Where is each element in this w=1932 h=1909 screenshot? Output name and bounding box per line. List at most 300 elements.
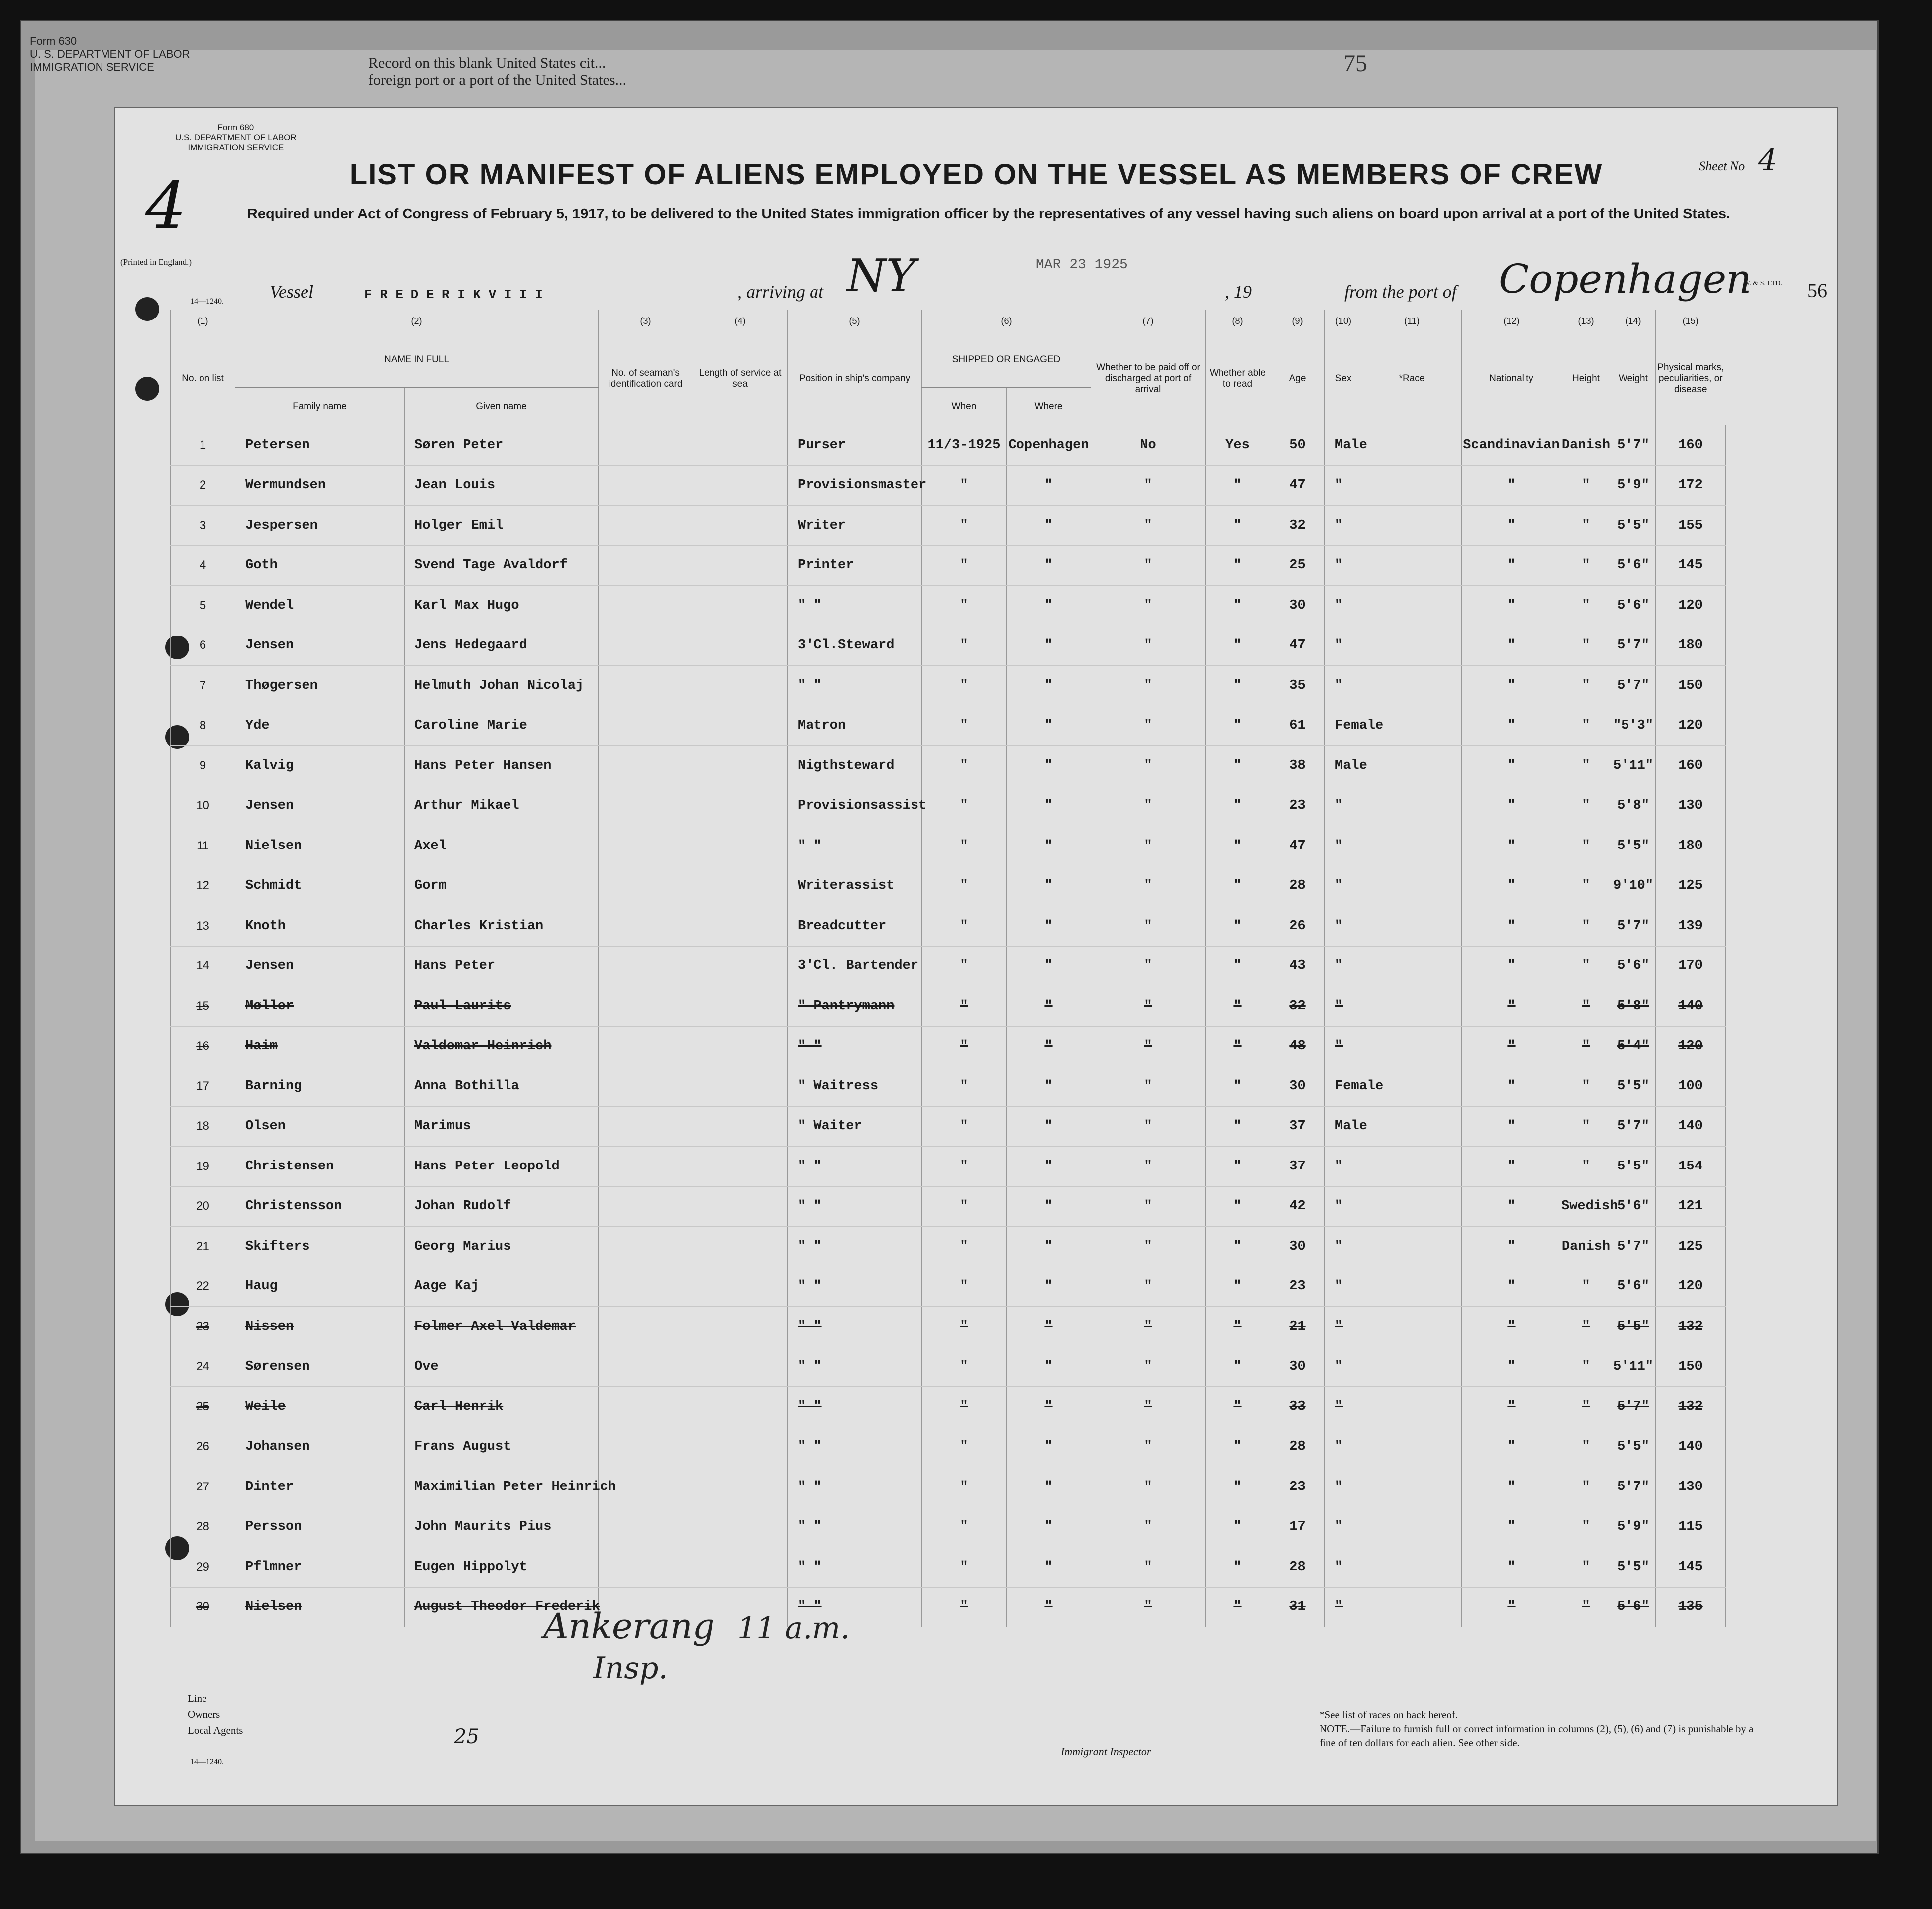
paid-off-cell: "	[1091, 1427, 1206, 1467]
col-num: (14)	[1611, 310, 1656, 332]
sex-cell: Male	[1325, 425, 1462, 466]
where-cell: "	[1007, 786, 1091, 826]
given-name-cell: Georg Marius	[405, 1227, 599, 1267]
paid-off-cell: "	[1091, 1387, 1206, 1427]
given-name-cell: Hans Peter	[405, 946, 599, 986]
sex-cell: Female	[1325, 1066, 1462, 1107]
id-card-cell	[599, 465, 693, 506]
sex-cell: Male	[1325, 746, 1462, 786]
id-card-cell	[599, 786, 693, 826]
family-name-cell: Goth	[235, 545, 405, 586]
height-cell: 5'6"	[1611, 586, 1656, 626]
id-card-cell	[599, 1227, 693, 1267]
page-title: LIST OR MANIFEST OF ALIENS EMPLOYED ON THE VESSEL AS MEMBERS OF CREW	[349, 158, 1603, 191]
able-read-cell: "	[1206, 1307, 1270, 1347]
row-number-cell: 3	[171, 506, 235, 546]
position-cell: " "	[788, 586, 922, 626]
id-card-cell	[599, 706, 693, 746]
table-row	[171, 1587, 1726, 1627]
sex-cell: "	[1325, 1026, 1462, 1066]
where-cell: "	[1007, 626, 1091, 666]
weight-cell: 180	[1656, 626, 1726, 666]
age-cell: 17	[1270, 1507, 1325, 1547]
id-card-cell	[599, 906, 693, 947]
race-cell: "	[1462, 906, 1561, 947]
paid-off-cell: "	[1091, 986, 1206, 1027]
race-cell: "	[1462, 1547, 1561, 1588]
table-row	[171, 1026, 1726, 1066]
sex-cell: "	[1325, 626, 1462, 666]
able-read-cell: "	[1206, 706, 1270, 746]
race-cell: "	[1462, 1387, 1561, 1427]
race-cell: "	[1462, 666, 1561, 706]
page-subtitle: Required under Act of Congress of February 5, 1917, to be delivered to the United States immigration officer by the representatives of any vessel having such aliens on board upon arrival at a port of the United States.	[247, 206, 1730, 222]
position-cell: " "	[788, 1186, 922, 1227]
header-shipped: SHIPPED OR ENGAGED	[922, 332, 1091, 388]
family-name-cell: Jensen	[235, 626, 405, 666]
sex-cell: "	[1325, 1427, 1462, 1467]
race-cell: Scandinavian	[1462, 425, 1561, 466]
paid-off-cell: "	[1091, 586, 1206, 626]
row-number-cell: 4	[171, 545, 235, 586]
table-row	[171, 1427, 1726, 1467]
paid-off-cell: "	[1091, 826, 1206, 866]
age-cell: 23	[1270, 1467, 1325, 1507]
where-cell: "	[1007, 1227, 1091, 1267]
race-cell: "	[1462, 1026, 1561, 1066]
when-cell: "	[922, 1066, 1007, 1107]
sex-cell: "	[1325, 1467, 1462, 1507]
height-cell: 5'9"	[1611, 465, 1656, 506]
given-name-cell: Maximilian Peter Heinrich	[405, 1467, 599, 1507]
nationality-cell: "	[1561, 706, 1611, 746]
when-cell: "	[922, 1347, 1007, 1387]
where-cell: "	[1007, 986, 1091, 1027]
footer-note	[1320, 1708, 1767, 1750]
paid-off-cell: "	[1091, 706, 1206, 746]
col-num: (4)	[693, 310, 788, 332]
age-cell: 30	[1270, 586, 1325, 626]
race-cell: "	[1462, 545, 1561, 586]
nationality-cell: "	[1561, 626, 1611, 666]
given-name-cell: Jens Hedegaard	[405, 626, 599, 666]
nationality-cell: "	[1561, 1347, 1611, 1387]
position-cell: " Waiter	[788, 1106, 922, 1147]
length-service-cell	[693, 545, 788, 586]
paid-off-cell: "	[1091, 866, 1206, 906]
page-number: 56	[1807, 279, 1827, 302]
age-cell: 32	[1270, 506, 1325, 546]
header-nationality: Nationality	[1462, 332, 1561, 425]
position-cell: " "	[788, 1507, 922, 1547]
id-card-cell	[599, 1547, 693, 1588]
sex-cell: "	[1325, 986, 1462, 1027]
paid-off-cell: "	[1091, 1106, 1206, 1147]
where-cell: "	[1007, 1587, 1091, 1627]
where-cell: "	[1007, 1387, 1091, 1427]
paid-off-cell: "	[1091, 1307, 1206, 1347]
nationality-cell: "	[1561, 1387, 1611, 1427]
row-number-cell: 12	[171, 866, 235, 906]
header-age: Age	[1270, 332, 1325, 425]
table-row	[171, 1147, 1726, 1187]
id-card-cell	[599, 1307, 693, 1347]
id-card-cell	[599, 1427, 693, 1467]
where-cell: "	[1007, 1347, 1091, 1387]
position-cell: " "	[788, 1467, 922, 1507]
given-name-cell: Marimus	[405, 1106, 599, 1147]
length-service-cell	[693, 1026, 788, 1066]
position-cell: " "	[788, 826, 922, 866]
table-row	[171, 626, 1726, 666]
able-read-cell: "	[1206, 1587, 1270, 1627]
sex-cell: "	[1325, 666, 1462, 706]
row-number-cell: 25	[171, 1387, 235, 1427]
id-card-cell	[599, 1066, 693, 1107]
col-num: (10)	[1325, 310, 1362, 332]
nationality-cell: "	[1561, 1307, 1611, 1347]
height-cell: 5'6"	[1611, 1186, 1656, 1227]
given-name-cell: Arthur Mikael	[405, 786, 599, 826]
nationality-cell: "	[1561, 1026, 1611, 1066]
able-read-cell: "	[1206, 586, 1270, 626]
nationality-cell: Danish	[1561, 1227, 1611, 1267]
position-cell: " "	[788, 666, 922, 706]
weight-cell: 132	[1656, 1387, 1726, 1427]
height-cell: 5'7"	[1611, 1227, 1656, 1267]
sex-cell: "	[1325, 465, 1462, 506]
position-cell: " "	[788, 1347, 922, 1387]
nationality-cell: "	[1561, 545, 1611, 586]
header-given-name: Given name	[405, 388, 599, 425]
age-cell: 47	[1270, 626, 1325, 666]
nationality-cell: "	[1561, 866, 1611, 906]
col-num: (5)	[788, 310, 922, 332]
nationality-cell: "	[1561, 786, 1611, 826]
where-cell: "	[1007, 1467, 1091, 1507]
sex-cell: "	[1325, 506, 1462, 546]
table-row	[171, 586, 1726, 626]
height-cell: 5'5"	[1611, 1427, 1656, 1467]
sex-cell: Female	[1325, 706, 1462, 746]
length-service-cell	[693, 746, 788, 786]
when-cell: "	[922, 1186, 1007, 1227]
length-service-cell	[693, 946, 788, 986]
when-cell: "	[922, 1387, 1007, 1427]
footer-owners: Owners	[188, 1708, 220, 1720]
form-code: 14—1240.	[190, 297, 224, 306]
when-cell: "	[922, 1106, 1007, 1147]
weight-cell: 160	[1656, 425, 1726, 466]
when-cell: "	[922, 746, 1007, 786]
given-name-cell: August Theodor Frederik	[405, 1587, 599, 1627]
nationality-cell: "	[1561, 1467, 1611, 1507]
table-row	[171, 465, 1726, 506]
paid-off-cell: "	[1091, 545, 1206, 586]
family-name-cell: Pflmner	[235, 1547, 405, 1588]
when-cell: "	[922, 1427, 1007, 1467]
age-cell: 42	[1270, 1186, 1325, 1227]
where-cell: "	[1007, 826, 1091, 866]
weight-cell: 140	[1656, 1106, 1726, 1147]
table-row	[171, 1387, 1726, 1427]
position-cell: " Pantrymann	[788, 986, 922, 1027]
paid-off-cell: "	[1091, 1267, 1206, 1307]
when-cell: 11/3-1925	[922, 425, 1007, 466]
department: U.S. DEPARTMENT OF LABOR	[175, 133, 297, 142]
given-name-cell: Gorm	[405, 866, 599, 906]
family-name-cell: Knoth	[235, 906, 405, 947]
able-read-cell: "	[1206, 1066, 1270, 1107]
when-cell: "	[922, 626, 1007, 666]
when-cell: "	[922, 1587, 1007, 1627]
age-cell: 50	[1270, 425, 1325, 466]
position-cell: " Waitress	[788, 1066, 922, 1107]
age-cell: 28	[1270, 1427, 1325, 1467]
family-name-cell: Dinter	[235, 1467, 405, 1507]
race-cell: "	[1462, 1587, 1561, 1627]
header-name-in-full: NAME IN FULL	[235, 332, 599, 388]
length-service-cell	[693, 506, 788, 546]
given-name-cell: Carl Henrik	[405, 1387, 599, 1427]
family-name-cell: Sørensen	[235, 1347, 405, 1387]
col-num: (6)	[922, 310, 1091, 332]
family-name-cell: Johansen	[235, 1427, 405, 1467]
col-num: (13)	[1561, 310, 1611, 332]
row-number-cell: 22	[171, 1267, 235, 1307]
age-cell: 30	[1270, 1347, 1325, 1387]
header-weight: Weight	[1611, 332, 1656, 425]
id-card-cell	[599, 866, 693, 906]
col-num: (1)	[171, 310, 235, 332]
family-name-cell: Yde	[235, 706, 405, 746]
race-cell: "	[1462, 746, 1561, 786]
height-cell: "5'3"	[1611, 706, 1656, 746]
race-cell: "	[1462, 786, 1561, 826]
nationality-cell: "	[1561, 1106, 1611, 1147]
col-num: (11)	[1362, 310, 1462, 332]
row-number-cell: 2	[171, 465, 235, 506]
row-number-cell: 16	[171, 1026, 235, 1066]
race-cell: "	[1462, 626, 1561, 666]
age-cell: 47	[1270, 465, 1325, 506]
manifest-rows	[171, 425, 1726, 1627]
id-card-cell	[599, 1106, 693, 1147]
length-service-cell	[693, 706, 788, 746]
punch-hole	[135, 377, 159, 401]
handwritten-number: 4	[145, 168, 187, 243]
paid-off-cell: No	[1091, 425, 1206, 466]
when-cell: "	[922, 1547, 1007, 1588]
sex-cell: "	[1325, 1587, 1462, 1627]
position-cell: " "	[788, 1147, 922, 1187]
id-card-cell	[599, 1507, 693, 1547]
id-card-cell	[599, 626, 693, 666]
from-label: from the port of	[1344, 282, 1457, 302]
paid-off-cell: "	[1091, 1186, 1206, 1227]
paid-off-cell: "	[1091, 465, 1206, 506]
sex-cell: "	[1325, 1507, 1462, 1547]
id-card-cell	[599, 545, 693, 586]
position-cell: " "	[788, 1547, 922, 1588]
row-number-cell: 29	[171, 1547, 235, 1588]
able-read-cell: Yes	[1206, 425, 1270, 466]
id-card-cell	[599, 1026, 693, 1066]
nationality-cell: "	[1561, 1427, 1611, 1467]
sex-cell: "	[1325, 545, 1462, 586]
weight-cell: 135	[1656, 1587, 1726, 1627]
able-read-cell: "	[1206, 866, 1270, 906]
handwritten-note: 11 a.m.	[737, 1611, 850, 1646]
paid-off-cell: "	[1091, 1507, 1206, 1547]
table-row	[171, 866, 1726, 906]
table-row	[171, 906, 1726, 947]
race-cell: "	[1462, 1267, 1561, 1307]
given-name-cell: Helmuth Johan Nicolaj	[405, 666, 599, 706]
able-read-cell: "	[1206, 1547, 1270, 1588]
length-service-cell	[693, 1106, 788, 1147]
position-cell: " "	[788, 1587, 922, 1627]
row-number-cell: 21	[171, 1227, 235, 1267]
where-cell: Copenhagen	[1007, 425, 1091, 466]
sex-cell: "	[1325, 786, 1462, 826]
when-cell: "	[922, 1227, 1007, 1267]
weight-cell: 155	[1656, 506, 1726, 546]
family-name-cell: Christensson	[235, 1186, 405, 1227]
given-name-cell: Frans August	[405, 1427, 599, 1467]
nationality-cell: "	[1561, 1066, 1611, 1107]
length-service-cell	[693, 1066, 788, 1107]
when-cell: "	[922, 586, 1007, 626]
when-cell: "	[922, 465, 1007, 506]
header-no-on-list: No. on list	[171, 332, 235, 425]
able-read-cell: "	[1206, 786, 1270, 826]
stamp-code: W. & S. LTD.	[1743, 280, 1782, 287]
able-read-cell: "	[1206, 1467, 1270, 1507]
height-cell: 5'5"	[1611, 506, 1656, 546]
age-cell: 23	[1270, 786, 1325, 826]
table-row	[171, 1066, 1726, 1107]
sex-cell: "	[1325, 1307, 1462, 1347]
race-cell: "	[1462, 706, 1561, 746]
background-note: Record on this blank United States cit... foreign port or a port of the United States...	[368, 55, 627, 88]
length-service-cell	[693, 786, 788, 826]
paid-off-cell: "	[1091, 1547, 1206, 1588]
age-cell: 28	[1270, 866, 1325, 906]
row-number-cell: 28	[171, 1507, 235, 1547]
weight-cell: 145	[1656, 545, 1726, 586]
height-cell: 5'7"	[1611, 1106, 1656, 1147]
row-number-cell: 19	[171, 1147, 235, 1187]
race-cell: "	[1462, 826, 1561, 866]
nationality-cell: "	[1561, 506, 1611, 546]
weight-cell: 100	[1656, 1066, 1726, 1107]
family-name-cell: Jensen	[235, 946, 405, 986]
length-service-cell	[693, 906, 788, 947]
length-service-cell	[693, 1507, 788, 1547]
position-cell: Purser	[788, 425, 922, 466]
height-cell: 5'6"	[1611, 1587, 1656, 1627]
service: IMMIGRATION SERVICE	[188, 143, 284, 152]
given-name-cell: Caroline Marie	[405, 706, 599, 746]
sex-cell: Male	[1325, 1106, 1462, 1147]
weight-cell: 120	[1656, 1026, 1726, 1066]
height-cell: 5'7"	[1611, 626, 1656, 666]
row-number-cell: 13	[171, 906, 235, 947]
id-card-cell	[599, 746, 693, 786]
nationality-cell: "	[1561, 906, 1611, 947]
position-cell: Breadcutter	[788, 906, 922, 947]
nationality-cell: "	[1561, 1587, 1611, 1627]
where-cell: "	[1007, 465, 1091, 506]
table-row	[171, 1507, 1726, 1547]
crew-manifest-table	[170, 310, 1726, 1627]
col-num: (3)	[599, 310, 693, 332]
family-name-cell: Wermundsen	[235, 465, 405, 506]
age-cell: 30	[1270, 1227, 1325, 1267]
row-number-cell: 9	[171, 746, 235, 786]
family-name-cell: Persson	[235, 1507, 405, 1547]
nationality-cell: "	[1561, 465, 1611, 506]
where-cell: "	[1007, 866, 1091, 906]
family-name-cell: Jensen	[235, 786, 405, 826]
position-cell: Provisionsassist	[788, 786, 922, 826]
row-number-cell: 14	[171, 946, 235, 986]
family-name-cell: Skifters	[235, 1227, 405, 1267]
height-cell: 5'7"	[1611, 425, 1656, 466]
nationality-cell: Danish	[1561, 425, 1611, 466]
length-service-cell	[693, 425, 788, 466]
race-cell: "	[1462, 1427, 1561, 1467]
id-card-cell	[599, 1267, 693, 1307]
family-name-cell: Kalvig	[235, 746, 405, 786]
weight-cell: 130	[1656, 1467, 1726, 1507]
able-read-cell: "	[1206, 666, 1270, 706]
sex-cell: "	[1325, 1387, 1462, 1427]
row-number-cell: 24	[171, 1347, 235, 1387]
family-name-cell: Wendel	[235, 586, 405, 626]
col-num: (7)	[1091, 310, 1206, 332]
given-name-cell: Jean Louis	[405, 465, 599, 506]
header-sex: Sex	[1325, 332, 1362, 425]
length-service-cell	[693, 1547, 788, 1588]
nationality-cell: "	[1561, 1507, 1611, 1547]
footer-agents: Local Agents	[188, 1724, 243, 1736]
position-cell: Matron	[788, 706, 922, 746]
where-cell: "	[1007, 545, 1091, 586]
paid-off-cell: "	[1091, 746, 1206, 786]
nationality-cell: "	[1561, 826, 1611, 866]
family-name-cell: Barning	[235, 1066, 405, 1107]
able-read-cell: "	[1206, 506, 1270, 546]
race-cell: "	[1462, 586, 1561, 626]
weight-cell: 120	[1656, 1267, 1726, 1307]
sheet-label: Sheet No	[1699, 159, 1745, 173]
col-num: (9)	[1270, 310, 1325, 332]
able-read-cell: "	[1206, 746, 1270, 786]
vessel-name: F R E D E R I K V I I I	[364, 287, 543, 302]
nationality-cell: "	[1561, 666, 1611, 706]
when-cell: "	[922, 1026, 1007, 1066]
race-cell: "	[1462, 1307, 1561, 1347]
nationality-cell: "	[1561, 1147, 1611, 1187]
length-service-cell	[693, 1186, 788, 1227]
table-row	[171, 946, 1726, 986]
paid-off-cell: "	[1091, 666, 1206, 706]
sex-cell: "	[1325, 1267, 1462, 1307]
printed-in: (Printed in England.)	[120, 257, 192, 267]
id-card-cell	[599, 1186, 693, 1227]
